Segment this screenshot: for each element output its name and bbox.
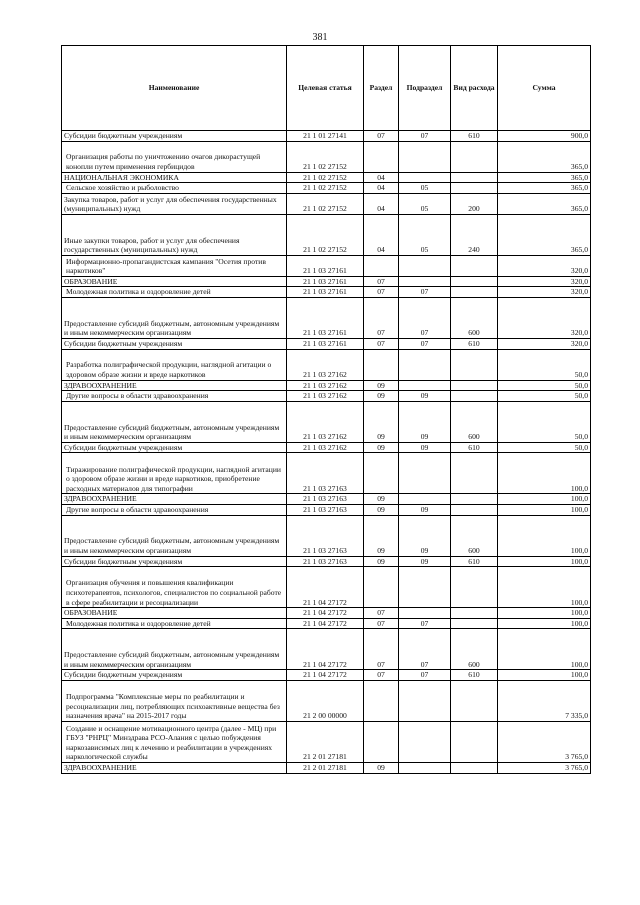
table-row bbox=[62, 141, 591, 172]
row-target: 21 1 02 27152 bbox=[287, 214, 364, 255]
row-name: Организация обучения и повышения квалификации психотерапевтов, психологов, специалистов по социальной работе в сфере реабилитации и ресоциализации bbox=[62, 567, 287, 608]
row-name: Субсидии бюджетным учреждениям bbox=[62, 670, 287, 681]
row-target: 21 1 02 27152 bbox=[287, 172, 364, 183]
page-number: 381 bbox=[312, 32, 328, 43]
row-sum: 100,0 bbox=[498, 567, 591, 608]
row-kind bbox=[451, 255, 498, 276]
row-sum: 100,0 bbox=[498, 608, 591, 619]
row-subsection: 09 bbox=[399, 391, 451, 402]
header-section: Раздел bbox=[364, 46, 399, 131]
row-section: 09 bbox=[364, 380, 399, 391]
row-section: 04 bbox=[364, 183, 399, 194]
row-subsection bbox=[399, 172, 451, 183]
table-row bbox=[62, 670, 591, 681]
row-target: 21 2 01 27181 bbox=[287, 762, 364, 773]
row-section bbox=[364, 721, 399, 762]
row-target: 21 1 03 27162 bbox=[287, 391, 364, 402]
row-target: 21 2 00 00000 bbox=[287, 680, 364, 721]
row-sum: 365,0 bbox=[498, 193, 591, 214]
row-name: ЗДРАВООХРАНЕНИЕ bbox=[62, 380, 287, 391]
row-sum: 100,0 bbox=[498, 629, 591, 670]
table-row bbox=[62, 183, 591, 194]
row-section bbox=[364, 141, 399, 172]
row-kind: 600 bbox=[451, 297, 498, 338]
row-section bbox=[364, 567, 399, 608]
row-sum: 7 335,0 bbox=[498, 680, 591, 721]
row-subsection bbox=[399, 567, 451, 608]
row-subsection bbox=[399, 380, 451, 391]
row-target: 21 1 03 27163 bbox=[287, 494, 364, 505]
row-name: Молодежная политика и оздоровление детей bbox=[62, 618, 287, 629]
row-subsection bbox=[399, 762, 451, 773]
table-row bbox=[62, 453, 591, 494]
row-kind bbox=[451, 391, 498, 402]
row-kind bbox=[451, 504, 498, 515]
row-kind bbox=[451, 721, 498, 762]
budget-table bbox=[61, 45, 591, 774]
table-row bbox=[62, 401, 591, 442]
row-name: Субсидии бюджетным учреждениям bbox=[62, 338, 287, 349]
header-sum: Сумма bbox=[498, 46, 591, 131]
table-row bbox=[62, 297, 591, 338]
row-kind bbox=[451, 141, 498, 172]
row-target: 21 1 02 27152 bbox=[287, 183, 364, 194]
row-name: Сельское хозяйство и рыболовство bbox=[62, 183, 287, 194]
row-target: 21 1 03 27163 bbox=[287, 556, 364, 567]
table-header-row bbox=[62, 46, 591, 131]
row-target: 21 1 03 27161 bbox=[287, 287, 364, 298]
row-section bbox=[364, 349, 399, 380]
row-sum: 3 765,0 bbox=[498, 721, 591, 762]
header-subsection: Подраздел bbox=[399, 46, 451, 131]
row-target: 21 2 01 27181 bbox=[287, 721, 364, 762]
row-sum: 900,0 bbox=[498, 131, 591, 142]
table-row bbox=[62, 567, 591, 608]
table-row bbox=[62, 762, 591, 773]
row-kind bbox=[451, 183, 498, 194]
row-name: Другие вопросы в области здравоохранения bbox=[62, 504, 287, 515]
row-kind: 610 bbox=[451, 556, 498, 567]
row-subsection: 09 bbox=[399, 442, 451, 453]
row-name: Молодежная политика и оздоровление детей bbox=[62, 287, 287, 298]
row-sum: 100,0 bbox=[498, 556, 591, 567]
row-sum: 100,0 bbox=[498, 453, 591, 494]
row-sum: 100,0 bbox=[498, 515, 591, 556]
row-section: 07 bbox=[364, 131, 399, 142]
row-name: Организация работы по уничтожению очагов дикорастущей конопли путем применения гербицидов bbox=[62, 141, 287, 172]
row-subsection: 07 bbox=[399, 338, 451, 349]
row-kind bbox=[451, 618, 498, 629]
row-section: 09 bbox=[364, 494, 399, 505]
row-kind: 600 bbox=[451, 515, 498, 556]
row-section: 07 bbox=[364, 670, 399, 681]
row-sum: 50,0 bbox=[498, 380, 591, 391]
row-subsection: 07 bbox=[399, 670, 451, 681]
row-sum: 320,0 bbox=[498, 255, 591, 276]
row-kind: 240 bbox=[451, 214, 498, 255]
row-kind bbox=[451, 762, 498, 773]
row-subsection: 09 bbox=[399, 401, 451, 442]
row-sum: 100,0 bbox=[498, 494, 591, 505]
row-kind bbox=[451, 608, 498, 619]
row-subsection bbox=[399, 721, 451, 762]
row-name: Создание и оснащение мотивационного центра (далее - МЦ) при ГБУЗ "РНРЦ" Минздрава РСО-Алания с целью побуждения наркозависимых лиц к лечению и реабилитации в учреждениях наркологической службы bbox=[62, 721, 287, 762]
row-section: 07 bbox=[364, 618, 399, 629]
row-section bbox=[364, 255, 399, 276]
table-row bbox=[62, 276, 591, 287]
row-name: ОБРАЗОВАНИЕ bbox=[62, 276, 287, 287]
row-sum: 100,0 bbox=[498, 618, 591, 629]
row-sum: 365,0 bbox=[498, 183, 591, 194]
row-sum: 3 765,0 bbox=[498, 762, 591, 773]
row-target: 21 1 01 27141 bbox=[287, 131, 364, 142]
table-row bbox=[62, 255, 591, 276]
table-row bbox=[62, 131, 591, 142]
table-row bbox=[62, 608, 591, 619]
row-section: 09 bbox=[364, 556, 399, 567]
row-kind bbox=[451, 349, 498, 380]
header-kind: Вид расхода bbox=[451, 46, 498, 131]
row-name: Разработка полиграфической продукции, наглядной агитации о здоровом образе жизни и вреде наркотиков bbox=[62, 349, 287, 380]
row-sum: 320,0 bbox=[498, 297, 591, 338]
table-row bbox=[62, 504, 591, 515]
row-sum: 365,0 bbox=[498, 214, 591, 255]
row-section: 04 bbox=[364, 172, 399, 183]
row-target: 21 1 03 27163 bbox=[287, 504, 364, 515]
row-kind: 610 bbox=[451, 442, 498, 453]
row-subsection: 07 bbox=[399, 131, 451, 142]
row-subsection bbox=[399, 680, 451, 721]
row-subsection bbox=[399, 141, 451, 172]
row-section: 09 bbox=[364, 504, 399, 515]
row-name: Субсидии бюджетным учреждениям bbox=[62, 131, 287, 142]
row-target: 21 1 04 27172 bbox=[287, 608, 364, 619]
table-row bbox=[62, 721, 591, 762]
row-section bbox=[364, 680, 399, 721]
row-target: 21 1 03 27163 bbox=[287, 515, 364, 556]
table-row bbox=[62, 442, 591, 453]
row-sum: 365,0 bbox=[498, 141, 591, 172]
row-section: 04 bbox=[364, 214, 399, 255]
row-target: 21 1 03 27162 bbox=[287, 442, 364, 453]
row-subsection: 09 bbox=[399, 515, 451, 556]
row-sum: 50,0 bbox=[498, 391, 591, 402]
row-kind bbox=[451, 453, 498, 494]
table-row bbox=[62, 338, 591, 349]
row-target: 21 1 03 27161 bbox=[287, 276, 364, 287]
row-target: 21 1 03 27162 bbox=[287, 380, 364, 391]
row-name: ЗДРАВООХРАНЕНИЕ bbox=[62, 762, 287, 773]
row-kind bbox=[451, 680, 498, 721]
row-name: Подпрограмма "Комплексные меры по реабилитации и ресоциализации лиц, потребляющих психоактивные вещества без назначения врача" на 2015-2017 годы bbox=[62, 680, 287, 721]
table-row bbox=[62, 494, 591, 505]
row-sum: 100,0 bbox=[498, 504, 591, 515]
row-subsection: 05 bbox=[399, 214, 451, 255]
row-sum: 320,0 bbox=[498, 287, 591, 298]
row-section bbox=[364, 453, 399, 494]
row-name: Предоставление субсидий бюджетным, автономным учреждениям и иным некоммерческим организациям bbox=[62, 401, 287, 442]
row-target: 21 1 04 27172 bbox=[287, 670, 364, 681]
row-section: 07 bbox=[364, 629, 399, 670]
row-target: 21 1 02 27152 bbox=[287, 193, 364, 214]
row-subsection bbox=[399, 255, 451, 276]
row-subsection bbox=[399, 276, 451, 287]
table-row bbox=[62, 515, 591, 556]
table-row bbox=[62, 172, 591, 183]
row-sum: 50,0 bbox=[498, 349, 591, 380]
row-subsection: 07 bbox=[399, 618, 451, 629]
row-name: Другие вопросы в области здравоохранения bbox=[62, 391, 287, 402]
table-row bbox=[62, 193, 591, 214]
row-section: 07 bbox=[364, 287, 399, 298]
row-target: 21 1 02 27152 bbox=[287, 141, 364, 172]
row-subsection: 05 bbox=[399, 193, 451, 214]
row-name: ОБРАЗОВАНИЕ bbox=[62, 608, 287, 619]
row-name: Закупка товаров, работ и услуг для обеспечения государственных (муниципальных) нужд bbox=[62, 193, 287, 214]
row-section: 07 bbox=[364, 338, 399, 349]
row-kind: 200 bbox=[451, 193, 498, 214]
row-subsection bbox=[399, 608, 451, 619]
row-name: Предоставление субсидий бюджетным, автономным учреждениям и иным некоммерческим организациям bbox=[62, 515, 287, 556]
table-row bbox=[62, 391, 591, 402]
row-kind: 610 bbox=[451, 131, 498, 142]
row-section: 09 bbox=[364, 391, 399, 402]
row-target: 21 1 03 27163 bbox=[287, 453, 364, 494]
row-section: 09 bbox=[364, 401, 399, 442]
row-kind bbox=[451, 287, 498, 298]
row-name: Предоставление субсидий бюджетным, автономным учреждениям и иным некоммерческим организациям bbox=[62, 297, 287, 338]
row-sum: 100,0 bbox=[498, 670, 591, 681]
row-kind bbox=[451, 567, 498, 608]
row-name: Субсидии бюджетным учреждениям bbox=[62, 556, 287, 567]
row-kind bbox=[451, 276, 498, 287]
table-row bbox=[62, 214, 591, 255]
row-name: НАЦИОНАЛЬНАЯ ЭКОНОМИКА bbox=[62, 172, 287, 183]
row-target: 21 1 03 27161 bbox=[287, 297, 364, 338]
row-target: 21 1 04 27172 bbox=[287, 629, 364, 670]
row-name: ЗДРАВООХРАНЕНИЕ bbox=[62, 494, 287, 505]
row-sum: 50,0 bbox=[498, 401, 591, 442]
row-name: Иные закупки товаров, работ и услуг для обеспечения государственных (муниципальных) нужд bbox=[62, 214, 287, 255]
row-target: 21 1 04 27172 bbox=[287, 618, 364, 629]
row-name: Предоставление субсидий бюджетным, автономным учреждениям и иным некоммерческим организациям bbox=[62, 629, 287, 670]
row-target: 21 1 03 27162 bbox=[287, 349, 364, 380]
row-target: 21 1 03 27161 bbox=[287, 338, 364, 349]
table-row bbox=[62, 287, 591, 298]
table-row bbox=[62, 349, 591, 380]
row-name: Тиражирование полиграфической продукции, наглядной агитации о здоровом образе жизни и вреде наркотиков, приобретение расходных материалов для типографии bbox=[62, 453, 287, 494]
row-sum: 320,0 bbox=[498, 276, 591, 287]
table-row bbox=[62, 680, 591, 721]
row-subsection: 09 bbox=[399, 504, 451, 515]
row-section: 09 bbox=[364, 762, 399, 773]
table-row bbox=[62, 629, 591, 670]
row-kind: 600 bbox=[451, 401, 498, 442]
row-kind: 610 bbox=[451, 670, 498, 681]
table-row bbox=[62, 380, 591, 391]
row-subsection: 05 bbox=[399, 183, 451, 194]
row-section: 07 bbox=[364, 297, 399, 338]
table-row bbox=[62, 556, 591, 567]
row-subsection: 07 bbox=[399, 297, 451, 338]
row-sum: 320,0 bbox=[498, 338, 591, 349]
row-section: 07 bbox=[364, 608, 399, 619]
row-target: 21 1 04 27172 bbox=[287, 567, 364, 608]
row-name: Субсидии бюджетным учреждениям bbox=[62, 442, 287, 453]
row-subsection bbox=[399, 453, 451, 494]
table-body bbox=[62, 131, 591, 774]
row-kind bbox=[451, 494, 498, 505]
row-section: 09 bbox=[364, 515, 399, 556]
row-target: 21 1 03 27162 bbox=[287, 401, 364, 442]
row-kind: 600 bbox=[451, 629, 498, 670]
row-section: 04 bbox=[364, 193, 399, 214]
row-section: 09 bbox=[364, 442, 399, 453]
row-target: 21 1 03 27161 bbox=[287, 255, 364, 276]
row-subsection bbox=[399, 349, 451, 380]
row-subsection: 07 bbox=[399, 629, 451, 670]
row-sum: 50,0 bbox=[498, 442, 591, 453]
row-subsection: 07 bbox=[399, 287, 451, 298]
row-sum: 365,0 bbox=[498, 172, 591, 183]
header-target: Целевая статья bbox=[287, 46, 364, 131]
row-kind bbox=[451, 380, 498, 391]
header-name: Наименование bbox=[62, 46, 287, 131]
row-subsection: 09 bbox=[399, 556, 451, 567]
row-name: Информационно-пропагандистская кампания "Осетия против наркотиков" bbox=[62, 255, 287, 276]
row-subsection bbox=[399, 494, 451, 505]
row-kind: 610 bbox=[451, 338, 498, 349]
row-section: 07 bbox=[364, 276, 399, 287]
table-row bbox=[62, 618, 591, 629]
row-kind bbox=[451, 172, 498, 183]
